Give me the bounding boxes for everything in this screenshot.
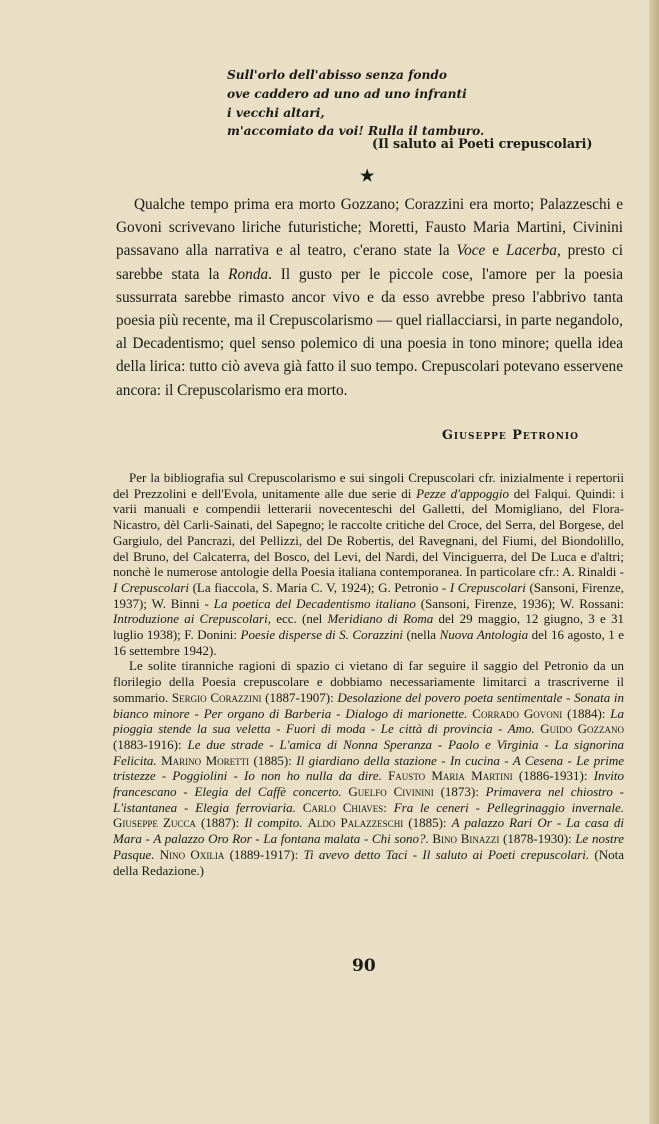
epigraph-line: Sull'orlo dell'abisso senza fondo [227,68,448,82]
work-title: Nuova Antologia [439,627,529,643]
text-run: (La fiaccola, S. Maria C. V, 1924); G. Petronio - [189,579,450,595]
text-run: (Sansoni, Firenze, 1936); W. Rossani: [415,595,624,611]
bibliography-note [113,470,624,658]
author-name: Guelfo Civinini [348,784,434,800]
section-separator: ★ [360,166,375,185]
work-title: I Crepuscolari [449,579,526,595]
text-run: del 29 maggio, 12 giugno, 3 e 31 luglio 1938); F. Donini: [113,611,624,643]
work-list: Ti avevo detto Taci - Il saluto ai Poeti crepuscolari. [303,846,590,862]
work-list: A palazzo Rari Or - La casa di Mara - A palazzo Oro Ror - La fontana malata - Chi sono?. [113,815,625,847]
work-list: Primavera nel chiostro - L'istantanea - Elegia ferroviaria. [113,784,624,815]
text-run: (nella [402,627,440,643]
text-run: (Sansoni, Firenze, 1937); W. Binni - [113,579,624,611]
essay-conclusion [116,193,623,402]
body-paragraph [116,193,623,402]
work-title: Poesie disperse di S. Corazzini [240,627,403,643]
work-title: La poetica del Decadentismo italiano [213,595,416,611]
text-run: (1887): [195,815,245,831]
epigraph-attribution: (Il saluto ai Poeti crepuscolari) [372,136,593,151]
text-run: (1886-1931): [512,768,594,784]
text-run: (1873): [433,784,486,800]
work-title: Pezze d'appoggio [416,485,509,501]
journal-title: Lacerba [505,242,557,260]
work-list: Il giardiano della stazione - In cucina - A Cesena - Le prime tristezze - Poggiolini - Io non ho nulla da dire. [113,752,625,784]
text-run: (1878-1930): [499,831,576,847]
author-name: Corrado Govoni [472,705,563,721]
epigraph-line: m'accomiato da voi! Rulla il tamburo. [227,124,485,139]
text-run: : [383,799,394,815]
work-list: Le due strade - L'amica di Nonna Speranza - Paolo e Virginia - La signorina Felicita. [113,736,624,768]
text-run: Le solite tiranniche ragioni di spazio ci vietano di far seguire il saggio del Petronio da un florilegio della Poesia crepuscolare e dobbiamo necessariamente limitarci a trascriverne il sommario. [113,658,624,705]
work-title: Meridiano di Roma [327,611,434,627]
text-run: (1885): [403,815,452,831]
journal-title: Voce [456,242,486,260]
text-run: Per la bibliografia sul Crepuscolarismo e sui singoli Crepuscolari cfr. inizialmente i repertorii del Prezzolini e dell'Evola, unitamente alle due serie di [113,470,624,501]
author-name: Marino Moretti [161,752,250,768]
author-name: Aldo Palazzeschi [307,815,404,831]
author-name: Carlo Chiaves [302,799,384,815]
text-run: (1887-1907): [261,689,338,705]
text-run: del 16 agosto, 1 e 16 settembre 1942). [113,627,624,658]
work-list: Fra le ceneri - Pellegrinaggio invernale. [393,799,624,815]
page-edge [649,0,659,1124]
page-number: 90 [352,956,376,976]
author-name: Fausto Maria Martini [388,768,513,784]
footnotes [113,470,624,878]
journal-title: Ronda [228,265,269,283]
author-name: Guido Gozzano [540,721,624,737]
work-title: I Crepuscolari [113,579,190,595]
text-run: , presto ci sarebbe stata la [116,242,623,283]
author-name: Bino Binazzi [432,831,500,847]
editorial-note [113,658,624,878]
author-name: Sergio Corazzini [171,689,262,705]
text-run: Qualche tempo prima era morto Gozzano; Corazzini era morto; Palazzeschi e Govoni scrivevano liriche futuristiche; Moretti, Fausto Maria Martini, Civinini passavano alla narrativa e al teatro, c'erano state la [116,196,623,260]
text-run [296,800,303,815]
author-signature: Giuseppe Petronio [442,428,579,443]
work-list: La pioggia stende la sua veletta - Fuori di moda - Le città di provincia - Amo. [113,705,625,737]
work-list: Desolazione del povero poeta sentimentale - Sonata in bianco minore - Per organo di Barberia - Dialogo di marionette. [113,689,624,721]
work-list: Il compito. [244,815,303,831]
epigraph-line: i vecchi altari, [227,105,325,120]
work-list: Le nostre Pasque. [113,831,624,862]
work-list: Invito francescano - Elegia del Caffè concerto. [113,768,625,800]
text-run: , ecc. (nel [267,611,328,627]
text-run: (1885): [249,752,297,768]
text-run: e [485,242,506,260]
epigraph [227,66,627,141]
epigraph-line: ove caddero ad uno ad uno infranti [227,86,467,101]
text-run: (1884): [562,705,611,721]
text-run: (1889-1917): [224,846,304,862]
work-title: Introduzione ai Crepuscolari [113,611,268,627]
author-name: Nino Oxilia [159,846,225,862]
text-run: . Il gusto per le piccole cose, l'amore per la poesia sussurrata sarebbe rimasto ancor vivo e da esso avrebbe preso l'abbrivo tanta poesia più recente, ma il Crepuscolarismo — quel riallacciarsi, in parte negandolo, al Decadentismo; quel senso polemico di una poesia in tono minore; quella idea della lirica: tutto ciò aveva già fatto il suo tempo. Crepuscolari potevano esservene ancora: il Crepuscolarismo era morto. [116,265,623,399]
author-name: Giuseppe Zucca [113,815,196,831]
text-run: (Nota della Redazione.) [113,846,625,878]
text-run: del Falqui. Quindi: i varii manuali e compendii letterarii novecenteschi del Galletti, del Momigliano, del Flora-Nicastro, dèl Carli-Sainati, del Sapegno; le raccolte critiche del Croce, del Serra, del Borgese, del Gargiulo, del Pancrazi, del Pellizzi, del De Robertis, del Ravegnani, del Fiumi, del Biondolillo, del Bruno, del Calcaterra, del Bosco, del Levi, del Nardi, del Vinciguerra, del De Luca e d'altri; nonchè le numerose antologie della Poesia italiana contemporanea. In particolare cfr.: A. Rinaldi - [113,485,624,580]
text-run: (1883-1916): [113,736,188,752]
